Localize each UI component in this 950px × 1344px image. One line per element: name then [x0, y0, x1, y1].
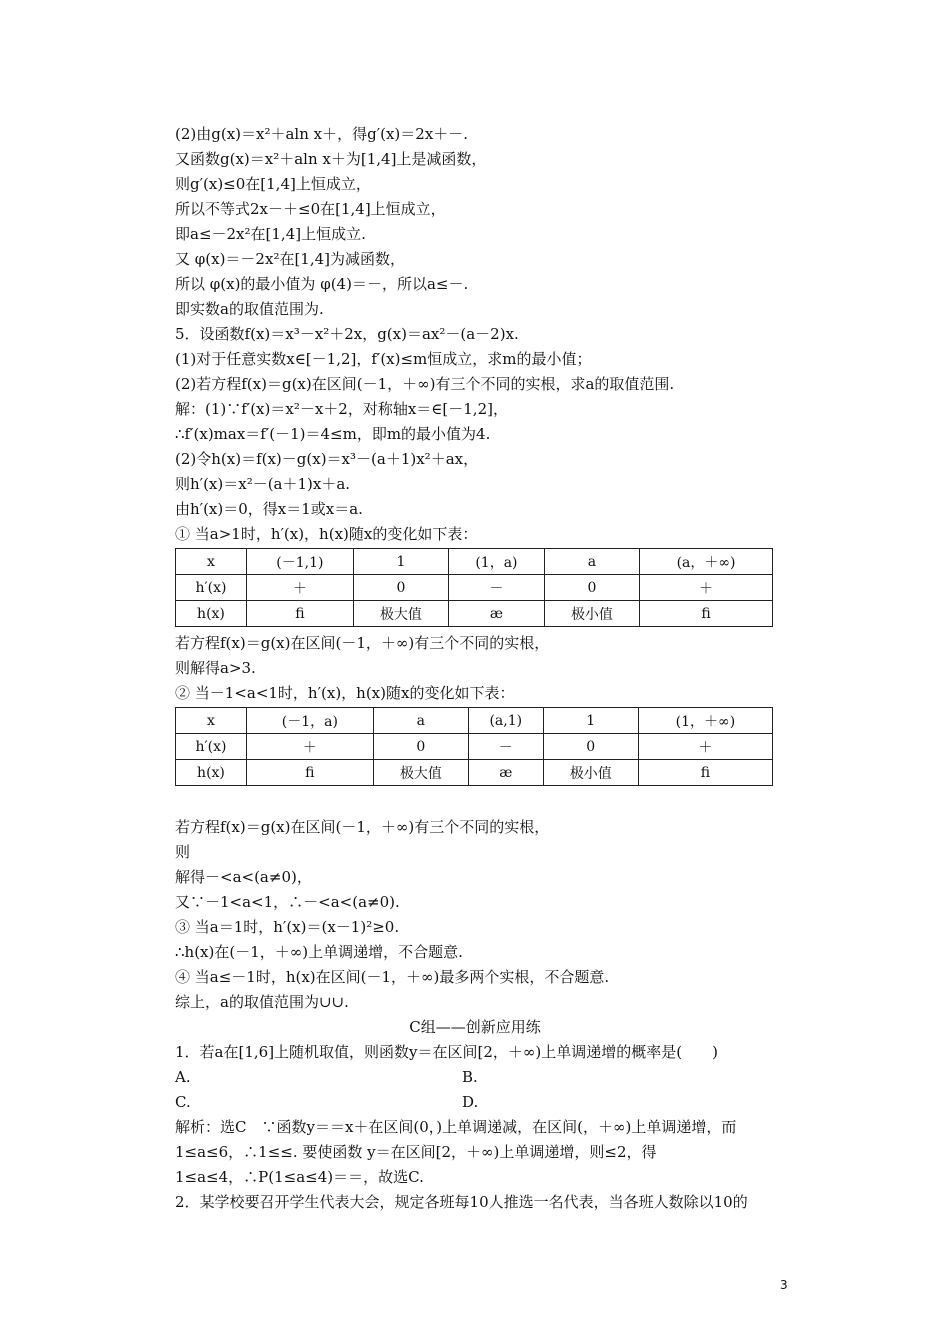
text-line: 则h′(x)＝x²－(a＋1)x＋a.: [175, 475, 351, 493]
text-line: 若方程f(x)＝g(x)在区间(－1，＋∞)有三个不同的实根，: [175, 634, 550, 652]
table-cell: －: [469, 734, 544, 760]
text-line: ∴f′(x)max＝f′(－1)＝4≤m，即m的最小值为4.: [175, 425, 491, 443]
question-1: 1．若a在[1,6]上随机取值，则函数y＝在区间[2，＋∞)上单调递增的概率是( ): [175, 1043, 718, 1061]
text-line: 则解得a>3.: [175, 659, 256, 677]
text-line: 所以 φ(x)的最小值为 φ(4)＝－，所以a≤－.: [175, 275, 469, 293]
text-line: ∴h(x)在(－1，＋∞)上单调递增，不合题意.: [175, 943, 463, 961]
text-line: 则: [175, 843, 191, 861]
text-line: 解：(1)∵f′(x)＝x²－x＋2，对称轴x＝∈[－1,2]，: [175, 400, 508, 418]
text-line: (2)由g(x)＝x²＋aln x＋，得g′(x)＝2x＋－.: [175, 125, 469, 143]
table-row: [176, 760, 773, 786]
table-cell: (－1,1): [246, 549, 353, 575]
table-cell: 1: [543, 708, 638, 734]
text-line: (2)若方程f(x)＝g(x)在区间(－1，＋∞)有三个不同的实根，求a的取值范围.: [175, 375, 675, 393]
table-cell: 0: [353, 575, 448, 601]
text-line: 即实数a的取值范围为.: [175, 300, 324, 318]
option-c: C.: [175, 1093, 191, 1111]
text-line: (2)令h(x)＝f(x)－g(x)＝x³－(a＋1)x²＋ax，: [175, 450, 479, 468]
text-line: 又 φ(x)＝－2x²在[1,4]为减函数，: [175, 250, 406, 268]
table-cell: ﬁ: [640, 601, 773, 627]
text-line: 即a≤－2x²在[1,4]上恒成立.: [175, 225, 366, 243]
table-cell: (1，a): [449, 549, 545, 575]
table-cell: 极小值: [544, 601, 639, 627]
table-cell: h′(x): [176, 575, 247, 601]
text-line: ① 当a>1时，h′(x)，h(x)随x的变化如下表：: [175, 525, 478, 543]
table-cell: x: [176, 549, 247, 575]
table-cell: ﬁ: [246, 760, 373, 786]
table-cell: (1，＋∞): [638, 708, 772, 734]
option-b: B.: [462, 1068, 478, 1086]
text-line: 则g′(x)≤0在[1,4]上恒成立，: [175, 175, 371, 193]
table-row: [176, 601, 773, 627]
text-line: (1)对于任意实数x∈[－1,2]，f′(x)≤m恒成立，求m的最小值；: [175, 350, 592, 368]
option-a: A.: [175, 1068, 191, 1086]
table-cell: 极小值: [543, 760, 638, 786]
table-cell: a: [544, 549, 639, 575]
table-cell: æ: [469, 760, 544, 786]
table-row: [176, 734, 773, 760]
analysis-line: 1≤a≤6，∴1≤≤. 要使函数 y＝在区间[2，＋∞)上单调递增，则≤2，得: [175, 1143, 657, 1161]
text-line: 解得－<a<(a≠0)，: [175, 868, 312, 886]
text-line: 又∵－1<a<1，∴－<a<(a≠0).: [175, 893, 400, 911]
text-line: 由h′(x)＝0，得x＝1或x＝a.: [175, 500, 363, 518]
text-line: 所以不等式2x－＋≤0在[1,4]上恒成立，: [175, 200, 446, 218]
table-cell: a: [373, 708, 468, 734]
table-cell: 极大值: [373, 760, 468, 786]
problem-statement: 5．设函数f(x)＝x³－x²＋2x，g(x)＝ax²－(a－2)x.: [175, 325, 519, 343]
text-line: ④ 当a≤－1时，h(x)在区间(－1，＋∞)最多两个实根，不合题意.: [175, 968, 610, 986]
table-cell: h′(x): [176, 734, 247, 760]
table-cell: ﬁ: [638, 760, 772, 786]
table-row: [176, 549, 773, 575]
text-line: 综上，a的取值范围为∪∪.: [175, 993, 349, 1011]
table-row: [176, 575, 773, 601]
text-line: ③ 当a＝1时，h′(x)＝(x－1)²≥0.: [175, 918, 400, 936]
table-cell: ＋: [246, 575, 353, 601]
option-d: D.: [462, 1093, 479, 1111]
variation-table-2: [175, 707, 773, 786]
section-title: C组——创新应用练: [409, 1018, 541, 1036]
analysis-line: 解析：选C ∵函数y＝＝x＋在区间(0，)上单调递减，在区间(，＋∞)上单调递增，而: [175, 1118, 737, 1136]
text-line: 若方程f(x)＝g(x)在区间(－1，＋∞)有三个不同的实根，: [175, 818, 550, 836]
text-line: ② 当－1<a<1时，h′(x)，h(x)随x的变化如下表：: [175, 684, 515, 702]
text-line: 又函数g(x)＝x²＋aln x＋为[1,4]上是减函数，: [175, 150, 487, 168]
table-cell: ＋: [246, 734, 373, 760]
table-cell: (a,1): [469, 708, 544, 734]
table-cell: (－1，a): [246, 708, 373, 734]
question-2: 2．某学校要召开学生代表大会，规定各班每10人推选一名代表，当各班人数除以10的: [175, 1193, 748, 1211]
table-cell: 1: [353, 549, 448, 575]
table-cell: ﬁ: [246, 601, 353, 627]
table-cell: x: [176, 708, 247, 734]
analysis-line: 1≤a≤4，∴P(1≤a≤4)＝＝，故选C.: [175, 1168, 424, 1186]
variation-table-1: [175, 548, 773, 627]
page-number: 3: [780, 1278, 788, 1292]
table-cell: h(x): [176, 760, 247, 786]
table-cell: (a，＋∞): [640, 549, 773, 575]
table-cell: æ: [449, 601, 545, 627]
table-cell: h(x): [176, 601, 247, 627]
table-cell: 极大值: [353, 601, 448, 627]
table-row: [176, 708, 773, 734]
table-cell: 0: [373, 734, 468, 760]
table-cell: ＋: [640, 575, 773, 601]
table-cell: －: [449, 575, 545, 601]
table-cell: 0: [544, 575, 639, 601]
table-cell: ＋: [638, 734, 772, 760]
table-cell: 0: [543, 734, 638, 760]
